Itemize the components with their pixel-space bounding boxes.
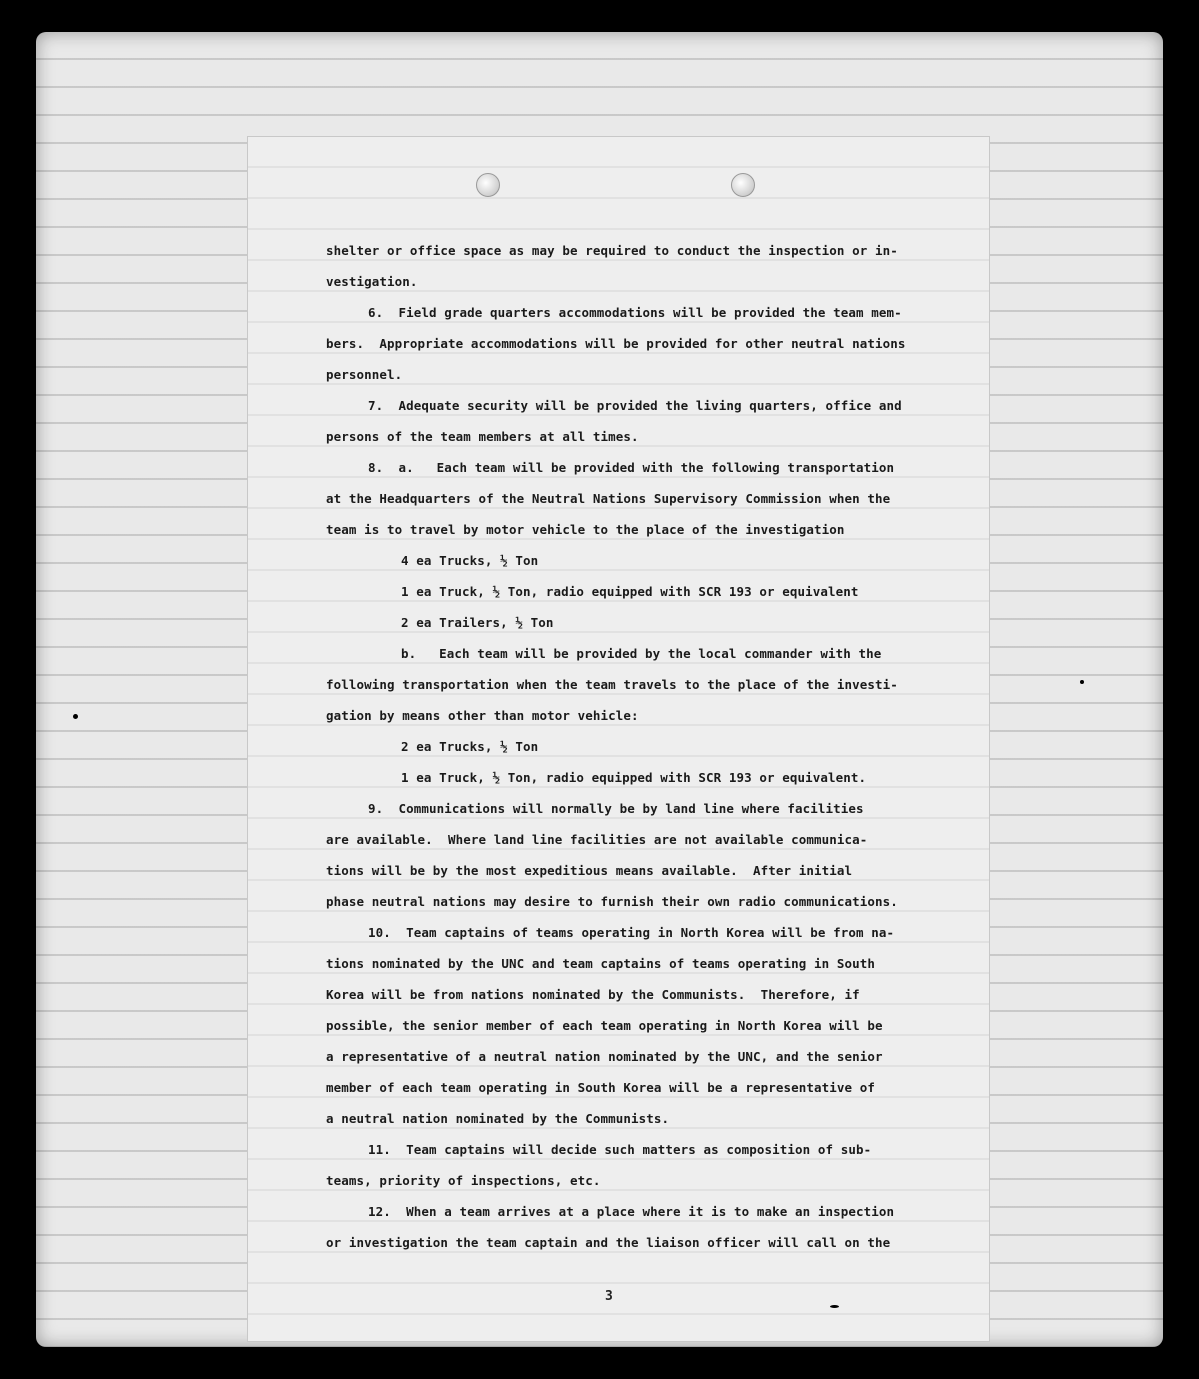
page-number: 3: [605, 1289, 613, 1304]
text-line: Korea will be from nations nominated by the Communists. Therefore, if: [326, 987, 860, 1002]
text-line: persons of the team members at all times.: [326, 429, 639, 444]
text-line: member of each team operating in South Korea will be a representative of: [326, 1080, 876, 1095]
text-line: tions will be by the most expeditious means available. After initial: [326, 863, 853, 878]
text-line: are available. Where land line facilities are not available communica-: [326, 832, 868, 847]
film-speck: [73, 714, 78, 719]
text-line: shelter or office space as may be required to conduct the inspection or in-: [326, 243, 898, 258]
text-line: team is to travel by motor vehicle to the place of the investigation: [326, 522, 845, 537]
text-line: personnel.: [326, 367, 403, 382]
list-item: 2 ea Trailers, ½ Ton: [401, 615, 554, 630]
text-line: or investigation the team captain and the liaison officer will call on the: [326, 1235, 891, 1250]
typed-page: [247, 136, 990, 1342]
list-item: 2 ea Trucks, ½ Ton: [401, 739, 539, 754]
paragraph-9: 9. Communications will normally be by land line where facilities: [368, 801, 864, 816]
text-line: a representative of a neutral nation nominated by the UNC, and the senior: [326, 1049, 883, 1064]
list-item: 1 ea Truck, ½ Ton, radio equipped with SCR 193 or equivalent.: [401, 770, 867, 785]
film-speck: [830, 1305, 839, 1308]
text-line: possible, the senior member of each team operating in North Korea will be: [326, 1018, 883, 1033]
text-line: a neutral nation nominated by the Communists.: [326, 1111, 670, 1126]
punch-hole-right: [731, 173, 755, 197]
paragraph-7: 7. Adequate security will be provided the living quarters, office and: [368, 398, 902, 413]
text-line: tions nominated by the UNC and team captains of teams operating in South: [326, 956, 876, 971]
paragraph-12: 12. When a team arrives at a place where it is to make an inspection: [368, 1204, 895, 1219]
text-line: phase neutral nations may desire to furnish their own radio communications.: [326, 894, 898, 909]
paragraph-11: 11. Team captains will decide such matters as composition of sub-: [368, 1142, 872, 1157]
paragraph-8a: 8. a. Each team will be provided with the following transportation: [368, 460, 895, 475]
text-line: vestigation.: [326, 274, 418, 289]
list-item: 1 ea Truck, ½ Ton, radio equipped with SCR 193 or equivalent: [401, 584, 859, 599]
document-body: [326, 235, 926, 1258]
text-line: teams, priority of inspections, etc.: [326, 1173, 601, 1188]
paragraph-6: 6. Field grade quarters accommodations will be provided the team mem-: [368, 305, 902, 320]
paragraph-8b: b. Each team will be provided by the local commander with the: [401, 646, 882, 661]
text-line: following transportation when the team travels to the place of the investi-: [326, 677, 898, 692]
paragraph-10: 10. Team captains of teams operating in North Korea will be from na-: [368, 925, 895, 940]
punch-hole-left: [476, 173, 500, 197]
text-line: at the Headquarters of the Neutral Nations Supervisory Commission when the: [326, 491, 891, 506]
list-item: 4 ea Trucks, ½ Ton: [401, 553, 539, 568]
film-speck: [1080, 680, 1084, 684]
text-line: gation by means other than motor vehicle:: [326, 708, 639, 723]
text-line: bers. Appropriate accommodations will be provided for other neutral nations: [326, 336, 906, 351]
